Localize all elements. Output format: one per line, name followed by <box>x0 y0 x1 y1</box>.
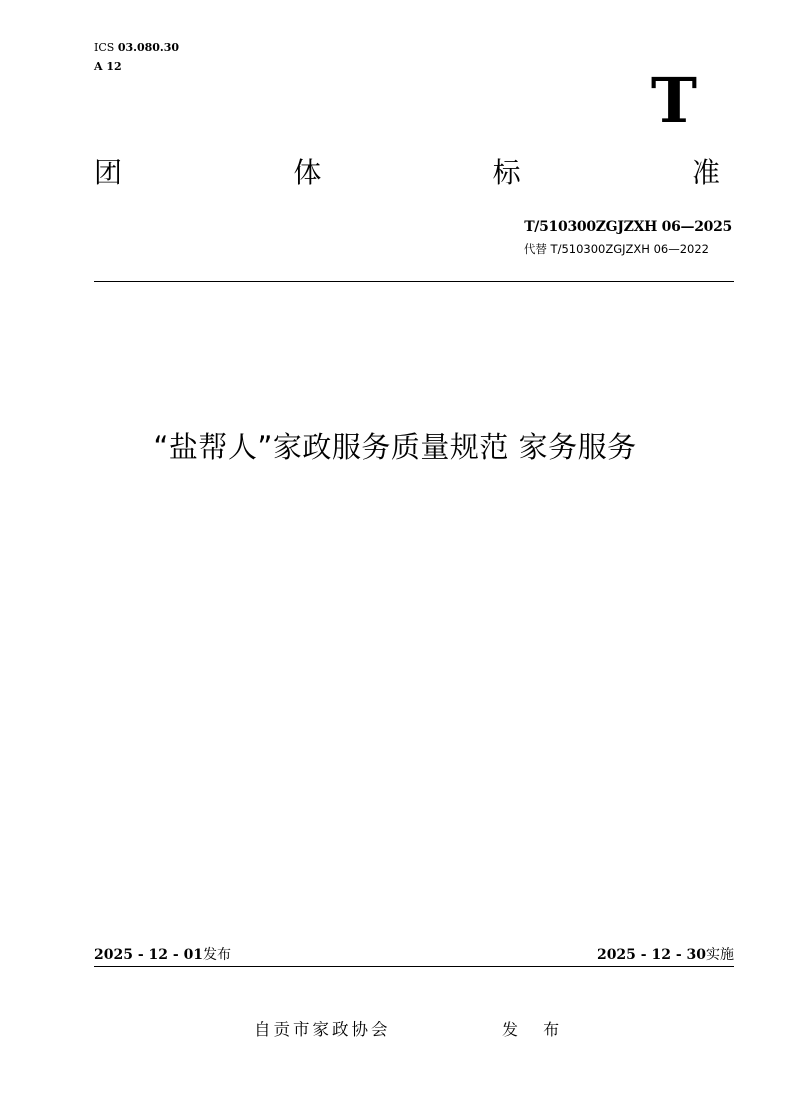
standard-type-char-3: 标 <box>492 156 521 189</box>
standard-type-char-4: 准 <box>691 156 720 189</box>
implement-date-label: 实施 <box>706 947 734 963</box>
publish-date-label: 发布 <box>203 947 232 963</box>
publisher-action: 发 布 <box>502 1020 570 1039</box>
replaces-standard: 代替 T/510300ZGJZXH 06—2022 <box>523 242 709 256</box>
implement-date: 2025 - 12 - 30 <box>596 947 706 963</box>
publisher-name: 自贡市家政协会 <box>254 1020 391 1039</box>
standard-type-char-2: 体 <box>293 156 322 189</box>
publish-date-line <box>94 946 231 964</box>
header-divider <box>94 281 734 282</box>
ics-number: 03.080.30 <box>117 41 180 54</box>
ics-label: ICS <box>94 41 115 54</box>
classification-code: A 12 <box>94 60 122 73</box>
document-type-letter: T <box>650 64 697 137</box>
document-title: “盐帮人”家政服务质量规范 家务服务 <box>153 430 637 464</box>
ics-code <box>94 41 179 55</box>
standard-number: T/510300ZGJZXH 06—2025 <box>524 219 732 235</box>
footer-divider <box>94 966 734 967</box>
publish-date: 2025 - 12 - 01 <box>94 947 204 963</box>
standard-type-heading <box>94 155 720 191</box>
implement-date-line <box>597 946 734 964</box>
standard-type-char-1: 团 <box>94 156 123 189</box>
